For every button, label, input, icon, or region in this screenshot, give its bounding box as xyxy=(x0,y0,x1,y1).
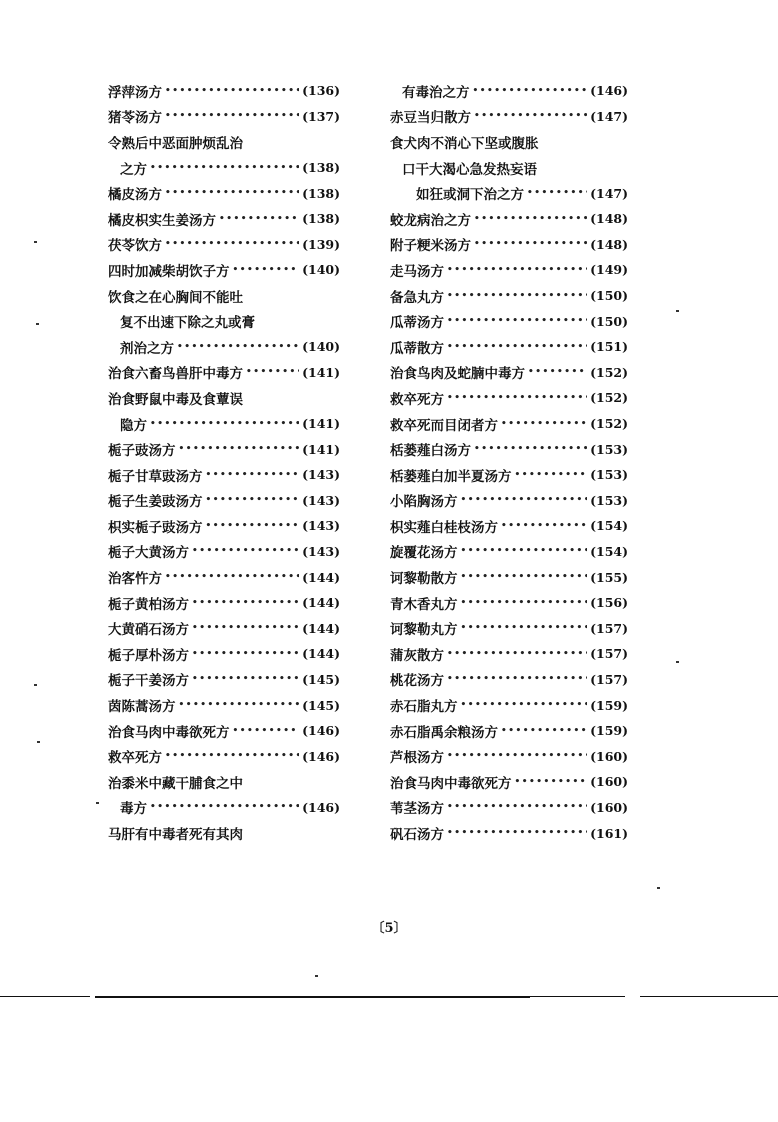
toc-entry-title: 栝蒌薤白汤方 xyxy=(390,443,471,460)
toc-entry-page: (147) xyxy=(590,108,628,124)
toc-entry-page: (157) xyxy=(590,671,628,687)
toc-entry-title: 如狂或洞下治之方 xyxy=(416,187,524,204)
scan-speck xyxy=(96,802,99,804)
toc-entry-title: 治食马肉中毒欲死方 xyxy=(108,724,230,741)
toc-entry-page: (143) xyxy=(302,543,340,559)
toc-entry-title: 赤石脂丸方 xyxy=(390,699,458,716)
toc-entry-title: 救卒死方 xyxy=(108,750,162,767)
leader-dots xyxy=(233,265,300,275)
leader-dots xyxy=(165,86,299,96)
toc-entry-page: (147) xyxy=(590,185,628,201)
toc-entry-page: (160) xyxy=(590,799,628,815)
toc-entry-page: (141) xyxy=(302,441,340,457)
leader-dots xyxy=(447,802,587,812)
toc-entry-title: 救卒死而目闭者方 xyxy=(390,417,498,434)
toc-entry-title: 橘皮枳实生姜汤方 xyxy=(108,212,216,229)
scan-speck xyxy=(34,684,37,686)
toc-entry-page: (148) xyxy=(590,236,628,252)
leader-dots xyxy=(192,546,299,556)
toc-entry-title: 剂治之方 xyxy=(120,340,174,357)
leader-dots xyxy=(192,623,299,633)
leader-dots xyxy=(527,188,587,198)
toc-entry-title: 四时加减柴胡饮子方 xyxy=(108,263,230,280)
leader-dots xyxy=(461,495,588,505)
leader-dots xyxy=(473,86,588,96)
toc-entry-page: (146) xyxy=(302,799,340,815)
toc-entry-title: 令熟后中恶面肿烦乱治 xyxy=(108,135,243,152)
toc-entry-page: (136) xyxy=(302,83,340,99)
scan-speck xyxy=(34,241,37,243)
toc-entry-page: (150) xyxy=(590,288,628,304)
toc-entry xyxy=(108,206,340,232)
toc-entry-title: 治食鸟肉及蛇腩中毒方 xyxy=(390,366,525,383)
leader-dots xyxy=(165,751,299,761)
toc-entry-page: (146) xyxy=(302,723,340,739)
toc-entry-page: (143) xyxy=(302,467,340,483)
toc-entry-page: (137) xyxy=(302,108,340,124)
toc-entry-title: 栀子大黄汤方 xyxy=(108,545,189,562)
toc-entry-title: 治食六畜鸟兽肝中毒方 xyxy=(108,366,243,383)
toc-entry-title: 大黄硝石汤方 xyxy=(108,622,189,639)
toc-entry-title: 浮萍汤方 xyxy=(108,84,162,101)
toc-entry xyxy=(390,769,628,795)
toc-entry-page: (153) xyxy=(590,492,628,508)
leader-dots xyxy=(192,598,299,608)
leader-dots xyxy=(461,700,588,710)
toc-entry xyxy=(390,743,628,769)
leader-dots xyxy=(447,393,587,403)
toc-entry-title: 马肝有中毒者死有其肉 xyxy=(108,827,243,844)
toc-entry-page: (145) xyxy=(302,697,340,713)
toc-entry-title: 赤石脂禹余粮汤方 xyxy=(390,724,498,741)
toc-entry-page: (157) xyxy=(590,620,628,636)
toc-entry xyxy=(390,257,628,283)
toc-right-column xyxy=(390,78,628,846)
leader-dots xyxy=(515,470,588,480)
toc-entry xyxy=(108,718,340,744)
toc-entry-title: 茵陈蒿汤方 xyxy=(108,699,176,716)
toc-entry xyxy=(108,129,340,155)
leader-dots xyxy=(461,546,588,556)
toc-entry-page: (138) xyxy=(302,160,340,176)
toc-entry-title: 走马汤方 xyxy=(390,263,444,280)
leader-dots xyxy=(246,367,299,377)
toc-entry-title: 蛟龙病治之方 xyxy=(390,212,471,229)
toc-entry-title: 之方 xyxy=(120,161,147,178)
toc-entry-page: (146) xyxy=(590,83,628,99)
leader-dots xyxy=(501,521,587,531)
toc-entry-page: (144) xyxy=(302,620,340,636)
toc-entry-page: (138) xyxy=(302,185,340,201)
leader-dots xyxy=(501,726,587,736)
toc-entry xyxy=(108,411,340,437)
toc-entry xyxy=(108,692,340,718)
toc-entry xyxy=(390,615,628,641)
leader-dots xyxy=(474,239,587,249)
bottom-rule xyxy=(640,996,778,997)
toc-entry-title: 芦根汤方 xyxy=(390,750,444,767)
toc-entry xyxy=(390,180,628,206)
leader-dots xyxy=(179,700,300,710)
page-number: 〔5〕 xyxy=(371,921,407,936)
leader-dots xyxy=(501,419,587,429)
toc-entry xyxy=(390,283,628,309)
toc-entry xyxy=(108,795,340,821)
toc-entry-page: (143) xyxy=(302,518,340,534)
toc-entry-title: 栀子厚朴汤方 xyxy=(108,647,189,664)
leader-dots xyxy=(474,444,587,454)
toc-entry xyxy=(390,129,628,155)
toc-entry xyxy=(108,590,340,616)
leader-dots xyxy=(447,751,587,761)
scan-speck xyxy=(676,310,679,312)
toc-entry xyxy=(108,667,340,693)
toc-entry-title: 旋覆花汤方 xyxy=(390,545,458,562)
toc-entry-page: (143) xyxy=(302,492,340,508)
toc-entry-title: 小陷胸汤方 xyxy=(390,494,458,511)
toc-entry xyxy=(108,360,340,386)
toc-entry-title: 猪苓汤方 xyxy=(108,110,162,127)
toc-entry-page: (149) xyxy=(590,262,628,278)
leader-dots xyxy=(165,111,299,121)
toc-entry xyxy=(390,385,628,411)
bottom-rule xyxy=(530,996,625,997)
leader-dots xyxy=(206,470,300,480)
toc-entry-page: (152) xyxy=(590,416,628,432)
toc-entry-page: (141) xyxy=(302,364,340,380)
toc-entry-title: 食犬肉不消心下坚或腹胀 xyxy=(390,135,539,152)
leader-dots xyxy=(192,674,299,684)
toc-entry-title: 饮食之在心胸间不能吐 xyxy=(108,289,243,306)
toc-entry-page: (146) xyxy=(302,748,340,764)
toc-entry-page: (141) xyxy=(302,416,340,432)
toc-left-column xyxy=(108,78,340,846)
toc-entry-title: 栀子干姜汤方 xyxy=(108,673,189,690)
scan-speck xyxy=(37,741,40,743)
toc-entry-title: 治黍米中藏干脯食之中 xyxy=(108,775,243,792)
toc-entry-title: 瓜蒂汤方 xyxy=(390,315,444,332)
toc-entry-title: 栀子生姜豉汤方 xyxy=(108,494,203,511)
toc-entry xyxy=(390,206,628,232)
toc-entry-title: 栀子豉汤方 xyxy=(108,443,176,460)
toc-entry xyxy=(108,564,340,590)
scan-speck xyxy=(315,975,318,977)
toc-entry-page: (155) xyxy=(590,569,628,585)
leader-dots xyxy=(177,342,299,352)
toc-entry xyxy=(108,743,340,769)
toc-entry-page: (138) xyxy=(302,211,340,227)
toc-entry xyxy=(390,795,628,821)
leader-dots xyxy=(474,214,587,224)
leader-dots xyxy=(150,802,299,812)
toc-entry-title: 有毒治之方 xyxy=(402,84,470,101)
toc-entry xyxy=(108,641,340,667)
toc-entry xyxy=(390,718,628,744)
toc-entry-title: 附子粳米汤方 xyxy=(390,238,471,255)
toc-entry xyxy=(108,232,340,258)
bottom-rule xyxy=(95,996,530,998)
toc-entry-title: 治客忤方 xyxy=(108,571,162,588)
leader-dots xyxy=(447,828,587,838)
leader-dots xyxy=(447,291,587,301)
toc-entry-title: 苇茎汤方 xyxy=(390,801,444,818)
leader-dots xyxy=(447,649,587,659)
toc-entry xyxy=(108,488,340,514)
toc-entry xyxy=(390,232,628,258)
toc-entry-title: 青木香丸方 xyxy=(390,596,458,613)
leader-dots xyxy=(192,649,299,659)
toc-entry xyxy=(390,308,628,334)
toc-entry-page: (161) xyxy=(590,825,628,841)
toc-entry-page: (152) xyxy=(590,390,628,406)
toc-entry xyxy=(390,539,628,565)
toc-entry-page: (160) xyxy=(590,748,628,764)
toc-entry xyxy=(108,78,340,104)
toc-entry-title: 治食野鼠中毒及食蕈误 xyxy=(108,391,243,408)
toc-entry-page: (139) xyxy=(302,236,340,252)
toc-entry-page: (144) xyxy=(302,646,340,662)
toc-entry-title: 瓜蒂散方 xyxy=(390,340,444,357)
leader-dots xyxy=(206,521,300,531)
toc-entry xyxy=(108,283,340,309)
toc-entry-title: 栀子黄柏汤方 xyxy=(108,596,189,613)
toc-entry xyxy=(108,155,340,181)
toc-entry-title: 矾石汤方 xyxy=(390,827,444,844)
toc-entry-title: 桃花汤方 xyxy=(390,673,444,690)
toc-entry xyxy=(390,155,628,181)
toc-entry-page: (154) xyxy=(590,543,628,559)
toc-entry xyxy=(390,590,628,616)
toc-entry-title: 橘皮汤方 xyxy=(108,187,162,204)
leader-dots xyxy=(150,163,299,173)
toc-entry xyxy=(108,436,340,462)
leader-dots xyxy=(165,188,299,198)
toc-entry xyxy=(108,462,340,488)
toc-entry xyxy=(390,334,628,360)
toc-entry-title: 栝蒌薤白加半夏汤方 xyxy=(390,468,512,485)
leader-dots xyxy=(219,214,299,224)
toc-entry xyxy=(108,769,340,795)
toc-entry xyxy=(390,513,628,539)
toc-entry-page: (144) xyxy=(302,569,340,585)
toc-entry xyxy=(108,334,340,360)
toc-entry xyxy=(108,257,340,283)
toc-entry xyxy=(108,308,340,334)
leader-dots xyxy=(150,419,299,429)
toc-entry xyxy=(390,104,628,130)
leader-dots xyxy=(474,111,587,121)
leader-dots xyxy=(461,598,588,608)
leader-dots xyxy=(515,777,588,787)
toc-entry xyxy=(108,820,340,846)
bottom-rule xyxy=(0,996,90,997)
toc-entry-page: (140) xyxy=(302,339,340,355)
toc-entry-page: (148) xyxy=(590,211,628,227)
toc-entry xyxy=(108,180,340,206)
leader-dots xyxy=(165,572,299,582)
toc-entry xyxy=(390,436,628,462)
toc-entry-title: 赤豆当归散方 xyxy=(390,110,471,127)
toc-entry-page: (151) xyxy=(590,339,628,355)
toc-entry-page: (153) xyxy=(590,441,628,457)
toc-entry-page: (153) xyxy=(590,467,628,483)
toc-entry xyxy=(390,462,628,488)
scan-speck xyxy=(676,661,679,663)
toc-entry xyxy=(390,641,628,667)
toc-entry-title: 治食马肉中毒欲死方 xyxy=(390,775,512,792)
scan-speck xyxy=(657,887,660,889)
toc-entry-page: (156) xyxy=(590,595,628,611)
leader-dots xyxy=(447,316,587,326)
toc-entry xyxy=(390,820,628,846)
toc-entry-page: (144) xyxy=(302,595,340,611)
toc-entry-title: 毒方 xyxy=(120,801,147,818)
toc-entry xyxy=(390,667,628,693)
leader-dots xyxy=(206,495,300,505)
leader-dots xyxy=(447,674,587,684)
toc-entry-title: 口干大渴心急发热妄语 xyxy=(402,161,537,178)
toc-entry-title: 诃黎勒散方 xyxy=(390,571,458,588)
toc-entry-title: 蒲灰散方 xyxy=(390,647,444,664)
leader-dots xyxy=(461,623,588,633)
toc-entry xyxy=(390,564,628,590)
toc-entry xyxy=(390,78,628,104)
toc-entry-page: (157) xyxy=(590,646,628,662)
toc-entry xyxy=(390,488,628,514)
toc-entry-page: (145) xyxy=(302,671,340,687)
toc-entry-page: (152) xyxy=(590,364,628,380)
toc-entry-title: 诃黎勒丸方 xyxy=(390,622,458,639)
leader-dots xyxy=(447,265,587,275)
toc-entry xyxy=(108,385,340,411)
toc-entry-title: 复不出速下除之丸或膏 xyxy=(120,315,255,332)
leader-dots xyxy=(528,367,587,377)
leader-dots xyxy=(165,239,299,249)
toc-entry-title: 茯苓饮方 xyxy=(108,238,162,255)
toc-entry-page: (150) xyxy=(590,313,628,329)
toc-entry xyxy=(390,692,628,718)
toc-entry xyxy=(108,513,340,539)
toc-entry xyxy=(108,104,340,130)
toc-entry-page: (160) xyxy=(590,774,628,790)
toc-entry-title: 隐方 xyxy=(120,417,147,434)
toc-entry-title: 枳实薤白桂枝汤方 xyxy=(390,519,498,536)
toc-entry xyxy=(108,615,340,641)
toc-entry-page: (159) xyxy=(590,697,628,713)
toc-entry-page: (159) xyxy=(590,723,628,739)
leader-dots xyxy=(179,444,300,454)
toc-entry-title: 栀子甘草豉汤方 xyxy=(108,468,203,485)
toc-entry-title: 备急丸方 xyxy=(390,289,444,306)
leader-dots xyxy=(447,342,587,352)
toc-entry xyxy=(390,411,628,437)
toc-entry-page: (140) xyxy=(302,262,340,278)
toc-entry-title: 枳实栀子豉汤方 xyxy=(108,519,203,536)
toc-entry-title: 救卒死方 xyxy=(390,391,444,408)
leader-dots xyxy=(233,726,300,736)
toc-entry xyxy=(390,360,628,386)
toc-entry-page: (154) xyxy=(590,518,628,534)
toc-entry xyxy=(108,539,340,565)
leader-dots xyxy=(461,572,588,582)
scan-speck xyxy=(36,323,39,325)
